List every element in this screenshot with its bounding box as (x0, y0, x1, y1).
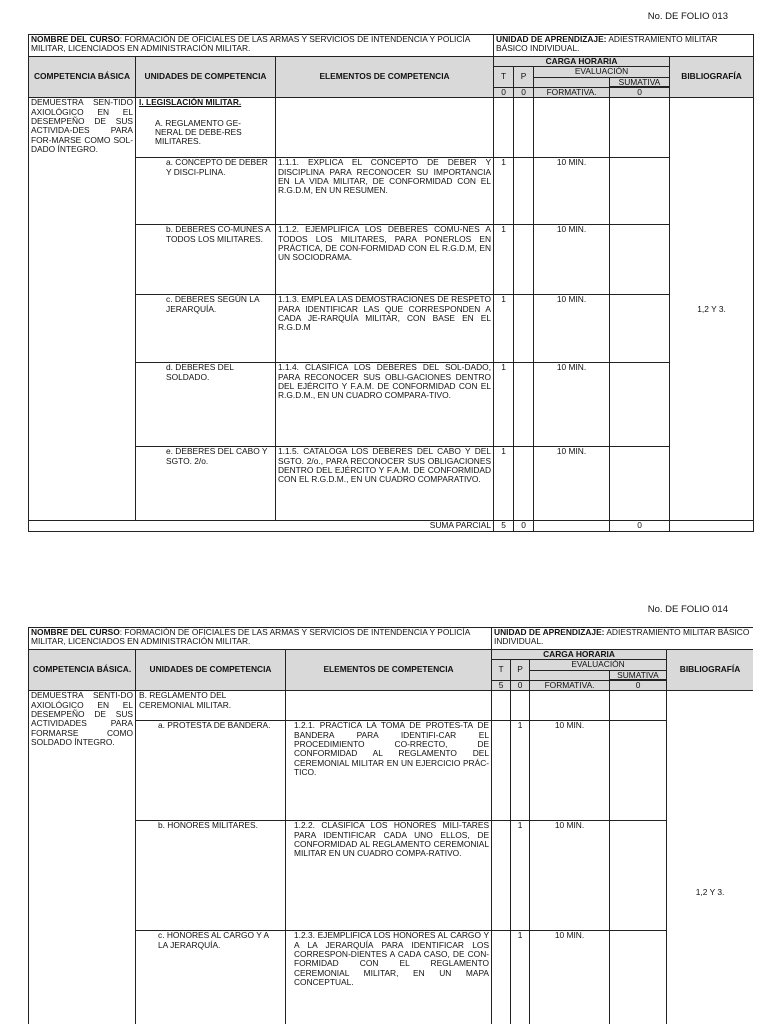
empty-sum (610, 98, 670, 158)
table-row (29, 447, 754, 521)
header-bibliografia: BIBLIOGRAFÍA (670, 57, 754, 98)
header-competencia: COMPETENCIA BÁSICA (29, 57, 136, 98)
t-value (492, 821, 511, 931)
empty-t (494, 98, 514, 158)
curriculum-table-1 (28, 34, 753, 532)
competencia-basica-text: DEMUESTRA SEN-TIDO AXIOLÓGICO EN EL DESEMPEÑO DE SUS ACTIVIDA-DES PARA FOR-MARSE COMO SOL-DADO ÍNTEGRO. (29, 98, 136, 521)
learning-unit-cell (494, 35, 754, 57)
empty-p (511, 691, 530, 721)
p-value (514, 363, 534, 447)
element-item: 1.1.5. CATALOGA LOS DEBERES DEL CABO Y DEL SGTO. 2/o., PARA RECONOCER SUS OBLIGACIONES DENTRO DEL EJÉRCITO Y F.A.M. DE CONFORMIDAD CON EL R.G.D.M., EN UN CUADRO COMPARATIVO. (276, 447, 494, 521)
empty-form (534, 98, 610, 158)
course-label: NOMBRE DEL CURSO (31, 627, 120, 637)
course-name-cell (29, 628, 492, 650)
unit-item: c. DEBERES SEGÚN LA JERARQUÍA. (136, 295, 276, 363)
header-carga-horaria: CARGA HORARIA (492, 650, 667, 660)
suma-t: 5 (494, 521, 514, 532)
element-item: 1.1.2. EJEMPLIFICA LOS DEBERES COMU-NES A TODOS LOS MILITARES, PARA PONERLOS EN PRÁCTICA, DE CON-FORMIDAD CON EL R.G.D.M, EN UN SOCIODRAMA. (276, 225, 494, 295)
suma-parcial-label: SUMA PARCIAL (29, 521, 494, 532)
evaluacion-label: EVALUACIÓN (530, 660, 666, 670)
p-value: 1 (511, 721, 530, 821)
header-unidades: UNIDADES DE COMPETENCIA (136, 57, 276, 98)
sub-title: A. REGLAMENTO GE-NERAL DE DEBE-RES MILITARES. (155, 117, 242, 147)
empty-elem (276, 98, 494, 158)
t-header-value: 0 (494, 87, 514, 97)
sumativa-cell (610, 721, 667, 821)
learning-unit-cell (492, 628, 753, 650)
header-carga-horaria: CARGA HORARIA (494, 57, 670, 67)
t-value: 1 (494, 363, 514, 447)
element-item: 1.1.4. CLASIFICA LOS DEBERES DEL SOL-DADO, PARA RECONOCER SUS OBLI-GACIONES DENTRO DEL EJÉRCITO Y F.A.M. DE CONFORMIDAD CON EL R.G.D.M., EN UN CUADRO COMPARA-TIVO. (276, 363, 494, 447)
formativa-value: 10 MIN. (534, 158, 610, 225)
sumativa-cell (610, 158, 670, 225)
p-header-value: 0 (511, 680, 530, 690)
formativa-value: 10 MIN. (534, 447, 610, 521)
p-value (514, 158, 534, 225)
bibliografia-value: 1,2 Y 3. (667, 691, 753, 1024)
empty-form (530, 691, 610, 721)
empty-p (514, 98, 534, 158)
sumativa-value: 0 (610, 680, 667, 690)
course-value: : FORMACIÓN DE OFICIALES DE LAS ARMAS Y SERVICIOS DE INTENDENCIA Y POLICÍA MILITAR, LICENCIADOS EN ADMINISTRACIÓN MILITAR. (31, 627, 470, 647)
header-t: T (494, 67, 514, 87)
formativa-value: 10 MIN. (530, 931, 610, 1024)
sumativa-cell (610, 821, 667, 931)
header-unidades: UNIDADES DE COMPETENCIA (136, 650, 286, 691)
header-t: T (492, 660, 511, 680)
formativa-label: FORMATIVA. (534, 87, 610, 97)
header-p: P (514, 67, 534, 87)
course-label: NOMBRE DEL CURSO (31, 34, 120, 44)
table-row (29, 158, 754, 225)
suma-formativa (534, 521, 610, 532)
p-value (514, 295, 534, 363)
table-row (29, 821, 754, 931)
p-value (514, 447, 534, 521)
formativa-spacer (530, 671, 609, 680)
unit-cell-intro (136, 98, 276, 158)
header-bibliografia: BIBLIOGRAFÍA (667, 650, 753, 691)
unit-item: b. HONORES MILITARES. (136, 821, 286, 931)
header-elementos: ELEMENTOS DE COMPETENCIA (276, 57, 494, 98)
table-row (29, 721, 754, 821)
sumativa-cell (610, 225, 670, 295)
header-evaluacion (530, 660, 667, 680)
t-value: 1 (494, 447, 514, 521)
unit-item: b. DEBERES CO-MUNES A TODOS LOS MILITARES. (136, 225, 276, 295)
unit-value: ADIESTRAMIENTO MILITAR BÁSICO INDIVIDUAL. (496, 34, 718, 54)
formativa-label: FORMATIVA. (530, 680, 610, 690)
suma-parcial-row (29, 521, 754, 532)
element-item: 1.2.1. PRACTICA LA TOMA DE PROTES-TA DE BANDERA PARA IDENTIFI-CAR EL PROCEDIMIENTO CO-RRECTO, DE CONFORMIDAD AL REGLAMENTO DEL CEREMONIAL MILITAR EN UN EJERCICIO PRÁC-TICO. (286, 721, 492, 821)
folio-number: No. DE FOLIO 013 (647, 11, 728, 22)
bibliografia-value: 1,2 Y 3. (670, 98, 754, 521)
element-item: 1.1.1. EXPLICA EL CONCEPTO DE DEBER Y DISCIPLINA PARA RECONOCER SU IMPORTANCIA EN LA VIDA MILITAR, DE CONFORMIDAD CON EL R.G.D.M, EN UN RESUMEN. (276, 158, 494, 225)
formativa-value: 10 MIN. (530, 821, 610, 931)
t-value (492, 931, 511, 1024)
t-value (492, 721, 511, 821)
unit-item: d. DEBERES DEL SOLDADO. (136, 363, 276, 447)
sumativa-cell (610, 447, 670, 521)
formativa-spacer (534, 78, 609, 87)
unit-item: c. HONORES AL CARGO Y A LA JERARQUÍA. (136, 931, 286, 1024)
course-name-cell (29, 35, 494, 57)
p-header-value: 0 (514, 87, 534, 97)
table-row (29, 225, 754, 295)
sumativa-cell (610, 363, 670, 447)
p-value: 1 (511, 821, 530, 931)
header-elementos: ELEMENTOS DE COMPETENCIA (286, 650, 492, 691)
sumativa-cell (610, 295, 670, 363)
competencia-basica-text: DEMUESTRA SENTI-DO AXIOLÓGICO EN EL DESEMPEÑO DE SUS ACTIVIDADES PARA FORMARSE COMO SOLDADO ÍNTEGRO. (29, 691, 136, 1024)
unit-item: a. PROTESTA DE BANDERA. (136, 721, 286, 821)
element-item: 1.1.3. EMPLEA LAS DEMOSTRACIONES DE RESPETO PARA IDENTIFICAR LAS QUE CORRESPONDEN A CADA JE-RARQUÍA MILITAR, CON BASE EN EL R.G.D.M (276, 295, 494, 363)
formativa-value: 10 MIN. (530, 721, 610, 821)
suma-sumativa: 0 (610, 521, 670, 532)
sumativa-label: SUMATIVA (609, 78, 669, 87)
element-item: 1.2.3. EJEMPLIFICA LOS HONORES AL CARGO Y A LA JERARQUÍA PARA IDENTIFICAR LOS CORRESPON-DIENTES A CADA CASO, DE CON-FORMIDAD CON EL REGLAMENTO CEREMONIAL MILITAR, EN UN MAPA CONCEPTUAL. (286, 931, 492, 1024)
element-item: 1.2.2. CLASIFICA LOS HONORES MILI-TARES PARA IDENTIFICAR CADA UNO ELLOS, DE CONFORMIDAD AL REGLAMENTO CEREMONIAL MILITAR EN UN CUADRO COMPA-RATIVO. (286, 821, 492, 931)
table-row (29, 363, 754, 447)
evaluacion-label: EVALUACIÓN (534, 67, 669, 77)
header-p: P (511, 660, 530, 680)
p-value: 1 (511, 931, 530, 1024)
suma-bibliografia (670, 521, 754, 532)
sumativa-value: 0 (610, 87, 670, 97)
curriculum-table-2 (28, 627, 753, 1024)
formativa-value: 10 MIN. (534, 225, 610, 295)
sumativa-cell (610, 931, 667, 1024)
empty-elem (286, 691, 492, 721)
empty-sum (610, 691, 667, 721)
header-evaluacion (534, 67, 670, 87)
table-row (29, 295, 754, 363)
t-header-value: 5 (492, 680, 511, 690)
unit-title: I. LEGISLACIÓN MILITAR. (139, 97, 242, 108)
t-value: 1 (494, 295, 514, 363)
p-value (514, 225, 534, 295)
formativa-value: 10 MIN. (534, 295, 610, 363)
t-value: 1 (494, 158, 514, 225)
unit-item: e. DEBERES DEL CABO Y SGTO. 2/o. (136, 447, 276, 521)
unit-label: UNIDAD DE APRENDIZAJE: (496, 34, 607, 44)
sumativa-label: SUMATIVA (609, 671, 666, 680)
table-row (29, 931, 754, 1024)
suma-p: 0 (514, 521, 534, 532)
folio-number: No. DE FOLIO 014 (647, 604, 728, 615)
unit-label: UNIDAD DE APRENDIZAJE: (494, 627, 605, 637)
t-value: 1 (494, 225, 514, 295)
formativa-value: 10 MIN. (534, 363, 610, 447)
empty-t (492, 691, 511, 721)
course-value: : FORMACIÓN DE OFICIALES DE LAS ARMAS Y SERVICIOS DE INTENDENCIA Y POLICÍA MILITAR, LICENCIADOS EN ADMINISTRACIÓN MILITAR. (31, 34, 470, 54)
unit-value: ADIESTRAMIENTO MILITAR BÁSICO INDIVIDUAL. (494, 627, 750, 647)
sub-title: B. REGLAMENTO DEL CEREMONIAL MILITAR. (136, 691, 286, 721)
unit-item: a. CONCEPTO DE DEBER Y DISCI-PLINA. (136, 158, 276, 225)
header-competencia: COMPETENCIA BÁSICA. (29, 650, 136, 691)
